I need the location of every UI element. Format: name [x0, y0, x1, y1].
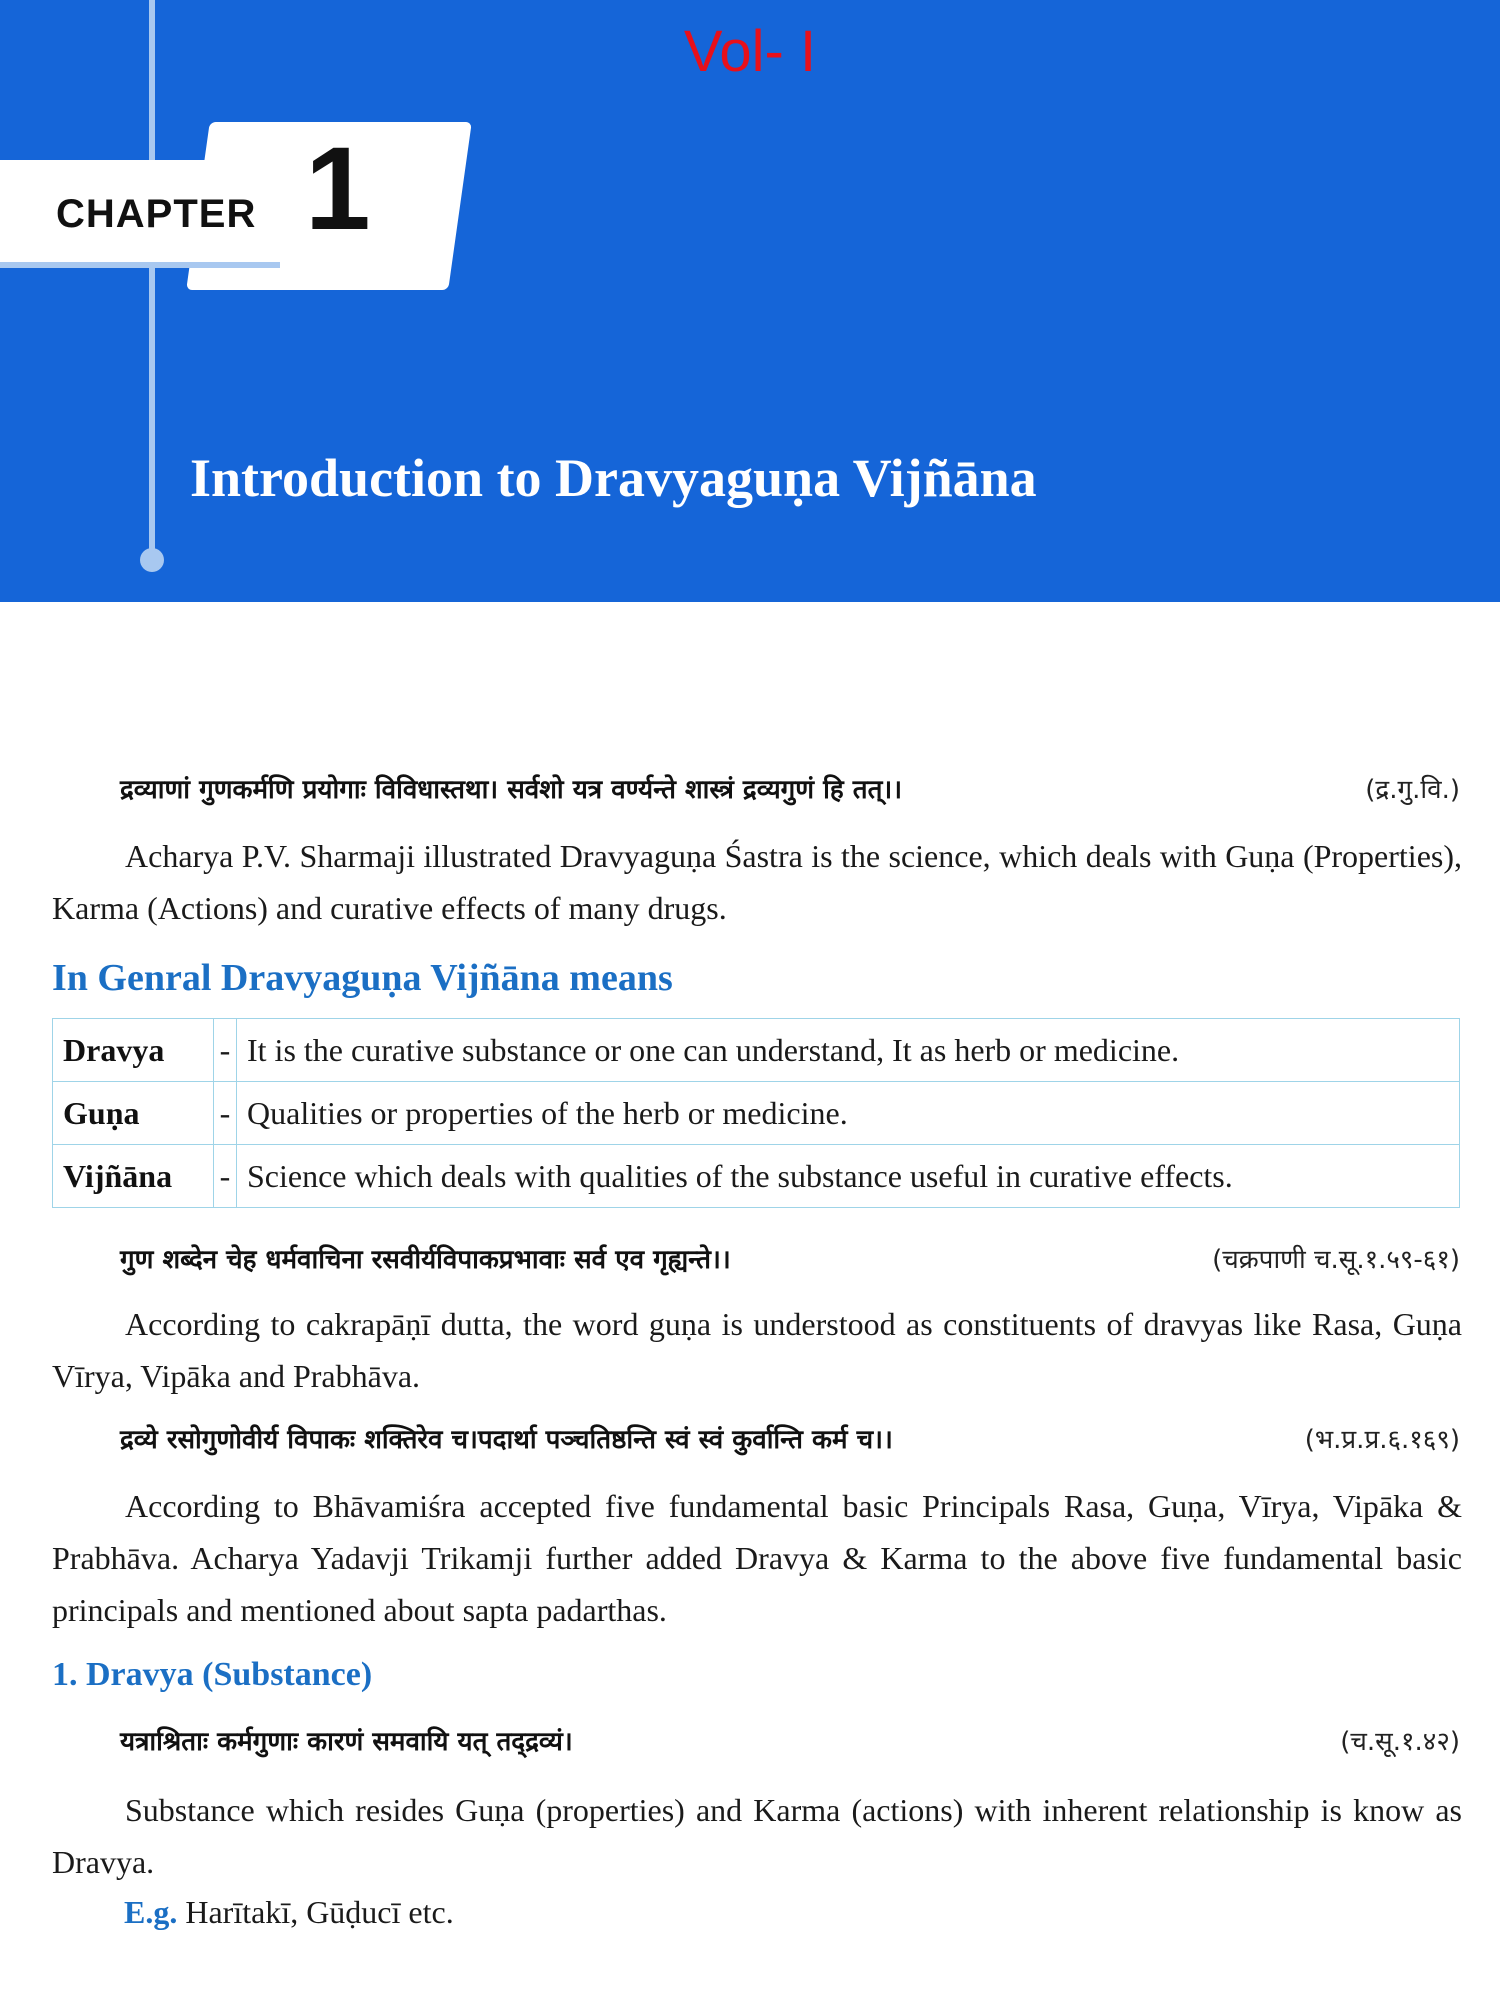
term-cell: Guṇa	[53, 1082, 214, 1145]
paragraph-4: Substance which resides Guṇa (properties) and Karma (actions) with inherent relationship is know as Dravya.	[52, 1792, 1462, 1880]
section-heading: In Genral Dravyaguṇa Vijñāna means	[52, 957, 673, 999]
table-row	[53, 1082, 1460, 1145]
sanskrit-verse-1	[120, 770, 1460, 806]
table-row	[53, 1019, 1460, 1082]
verse-text: यत्राश्रिताः कर्मगुणाः कारणं समवायि यत् तद्द्रव्यं।	[120, 1727, 573, 1757]
verse-reference: (भ.प्र.प्र.६.१६९)	[1304, 1425, 1460, 1455]
dash-cell: -	[214, 1145, 237, 1208]
verse-reference: (द्र.गु.वि.)	[1365, 775, 1460, 805]
example-line	[124, 1894, 454, 1931]
subsection-heading: 1. Dravya (Substance)	[52, 1656, 373, 1693]
table-row	[53, 1145, 1460, 1208]
dash-cell: -	[214, 1019, 237, 1082]
definitions-table	[52, 1018, 1460, 1208]
sanskrit-verse-3	[120, 1420, 1460, 1456]
example-label: E.g.	[124, 1894, 178, 1930]
chapter-number: 1	[305, 123, 371, 255]
volume-label: Vol- I	[683, 19, 817, 84]
verse-text: गुण शब्देन चेह धर्मवाचिना रसवीर्यविपाकप्रभावाः सर्व एव गृह्यन्ते।।	[120, 1245, 731, 1275]
verse-text: द्रव्ये रसोगुणोवीर्य विपाकः शक्तिरेव च।पदार्था पञ्चतिष्ठन्ति स्वं स्वं कुर्वान्ति कर्म च।।	[120, 1425, 893, 1455]
banner-line-dot	[140, 548, 164, 572]
definition-cell: Qualities or properties of the herb or medicine.	[237, 1082, 1460, 1145]
verse-reference: (च.सू.१.४२)	[1340, 1727, 1460, 1757]
paragraph-1: Acharya P.V. Sharmaji illustrated Dravyaguṇa Śastra is the science, which deals with Guṇa (Properties), Karma (Actions) and curative effects of many drugs.	[52, 838, 1462, 926]
paragraph-2: According to cakrapāṇī dutta, the word guṇa is understood as constituents of dravyas like Rasa, Guṇa Vīrya, Vipāka and Prabhāva.	[52, 1306, 1462, 1394]
sanskrit-verse-4	[120, 1722, 1460, 1758]
chapter-accent-bar	[0, 262, 280, 268]
chapter-banner	[0, 0, 1500, 602]
sanskrit-verse-2	[120, 1240, 1460, 1276]
verse-text: द्रव्याणां गुणकर्मणि प्रयोगाः विविधास्तथा। सर्वशो यत्र वर्ण्यन्ते शास्त्रं द्रव्यगुणं हि तत्।।	[120, 775, 903, 805]
verse-reference: (चक्रपाणी च.सू.१.५९-६१)	[1212, 1245, 1460, 1275]
banner-vertical-line	[149, 0, 155, 560]
chapter-label: CHAPTER	[56, 192, 257, 236]
definition-cell: It is the curative substance or one can understand, It as herb or medicine.	[237, 1019, 1460, 1082]
term-cell: Dravya	[53, 1019, 214, 1082]
example-text: Harītakī, Gūḍucī etc.	[185, 1894, 454, 1930]
definition-cell: Science which deals with qualities of the substance useful in curative effects.	[237, 1145, 1460, 1208]
paragraph-3: According to Bhāvamiśra accepted five fundamental basic Principals Rasa, Guṇa, Vīrya, Vipāka & Prabhāva. Acharya Yadavji Trikamji further added Dravya & Karma to the above five fundamental basic principals and mentioned about sapta padarthas.	[52, 1488, 1462, 1628]
dash-cell: -	[214, 1082, 237, 1145]
chapter-title: Introduction to Dravyaguṇa Vijñāna	[190, 448, 1037, 508]
term-cell: Vijñāna	[53, 1145, 214, 1208]
